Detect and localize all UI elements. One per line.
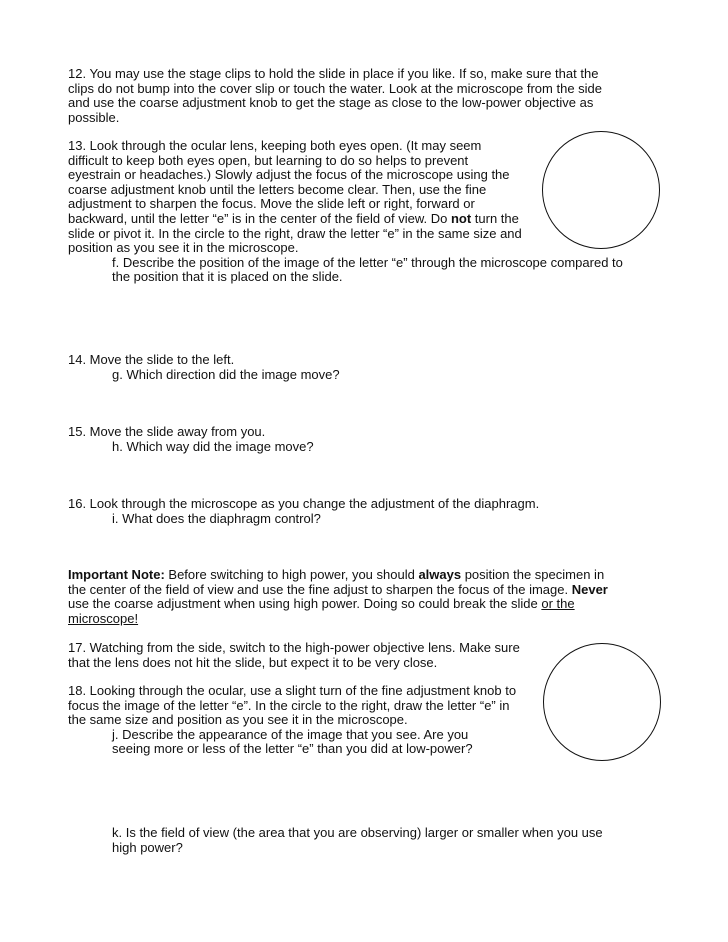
- note-line: [68, 568, 608, 583]
- high-power-drawing-circle[interactable]: [543, 643, 661, 761]
- note-underline: or the: [541, 596, 575, 612]
- step-18: [68, 684, 516, 757]
- step-16: [68, 497, 539, 526]
- step-17-line: that the lens does not hit the slide, but expect it to be very close.: [68, 654, 438, 670]
- note-label: Important Note:: [68, 567, 165, 582]
- step-12-line: clips do not bump into the cover slip or touch the water. Look at the microscope from the side: [68, 80, 603, 96]
- step-14: [68, 353, 340, 382]
- question-k-line: high power?: [112, 839, 183, 855]
- question-f-line: f. Describe the position of the image of the letter “e” through the microscope compared to: [112, 254, 623, 270]
- step-13-line: 13. Look through the ocular lens, keeping both eyes open. (It may seem: [68, 138, 482, 153]
- step-13-line: coarse adjustment knob until the letters become clear. Then, use the fine: [68, 181, 487, 197]
- note-bold-always: always: [418, 567, 462, 582]
- question-g: g. Which direction did the image move?: [112, 366, 340, 382]
- step-13-text: backward, until the letter “e” is in the center of the field of view. Do: [68, 210, 451, 226]
- step-15: [68, 425, 314, 454]
- question-f-line: the position that it is placed on the slide.: [112, 269, 343, 285]
- note-line: [68, 583, 608, 598]
- step-13-bold-not: not: [450, 210, 472, 226]
- step-18-line: focus the image of the letter “e”. In the circle to the right, draw the letter “e” in: [68, 697, 510, 713]
- low-power-drawing-circle[interactable]: [542, 131, 660, 249]
- step-13-line: slide or pivot it. In the circle to the right, draw the letter “e” in the same size and: [68, 225, 522, 241]
- step-13-line: position as you see it in the microscope.: [68, 240, 299, 256]
- question-i: i. What does the diaphragm control?: [112, 510, 321, 526]
- step-12-line: 12. You may use the stage clips to hold the slide in place if you like. If so, make sure that the: [68, 66, 599, 81]
- note-text: position the specimen in: [461, 567, 605, 582]
- question-k-line: k. Is the field of view (the area that you are observing) larger or smaller when you use: [112, 825, 603, 840]
- step-13-line: eyestrain or headaches.) Slowly adjust the focus of the microscope using the: [68, 167, 510, 183]
- note-bold-never: Never: [571, 581, 608, 597]
- important-note: [68, 568, 608, 626]
- question-j-line: j. Describe the appearance of the image that you see. Are you: [112, 726, 469, 742]
- note-text: Before switching to high power, you should: [164, 567, 419, 582]
- question-h: h. Which way did the image move?: [112, 438, 314, 454]
- note-text: use the coarse adjustment when using high power. Doing so could break the slide: [68, 596, 542, 612]
- step-15-text: 15. Move the slide away from you.: [68, 424, 266, 439]
- step-12: [68, 67, 602, 125]
- question-j-line: seeing more or less of the letter “e” than you did at low-power?: [112, 741, 473, 757]
- step-13-line: adjustment to sharpen the focus. Move the slide left or right, forward or: [68, 196, 475, 212]
- step-18-line: the same size and position as you see it in the microscope.: [68, 712, 408, 728]
- step-17-line: 17. Watching from the side, switch to the high-power objective lens. Make sure: [68, 640, 520, 655]
- step-13-line: [68, 212, 623, 227]
- step-17: [68, 641, 520, 670]
- note-underline: microscope!: [68, 610, 139, 626]
- note-line: [68, 597, 608, 612]
- step-12-line: possible.: [68, 109, 120, 125]
- step-13-text: turn the: [471, 210, 519, 226]
- step-14-text: 14. Move the slide to the left.: [68, 352, 235, 367]
- note-line: [68, 612, 608, 627]
- step-18-line: 18. Looking through the ocular, use a slight turn of the fine adjustment knob to: [68, 683, 517, 698]
- step-13: [68, 139, 623, 285]
- question-k: [68, 826, 603, 855]
- step-16-text: 16. Look through the microscope as you change the adjustment of the diaphragm.: [68, 496, 540, 511]
- note-text: the center of the field of view and use the fine adjust to sharpen the focus of the image.: [68, 581, 572, 597]
- step-13-line: difficult to keep both eyes open, but learning to do so helps to prevent: [68, 152, 469, 168]
- step-12-line: and use the coarse adjustment knob to get the stage as close to the low-power objective as: [68, 95, 594, 111]
